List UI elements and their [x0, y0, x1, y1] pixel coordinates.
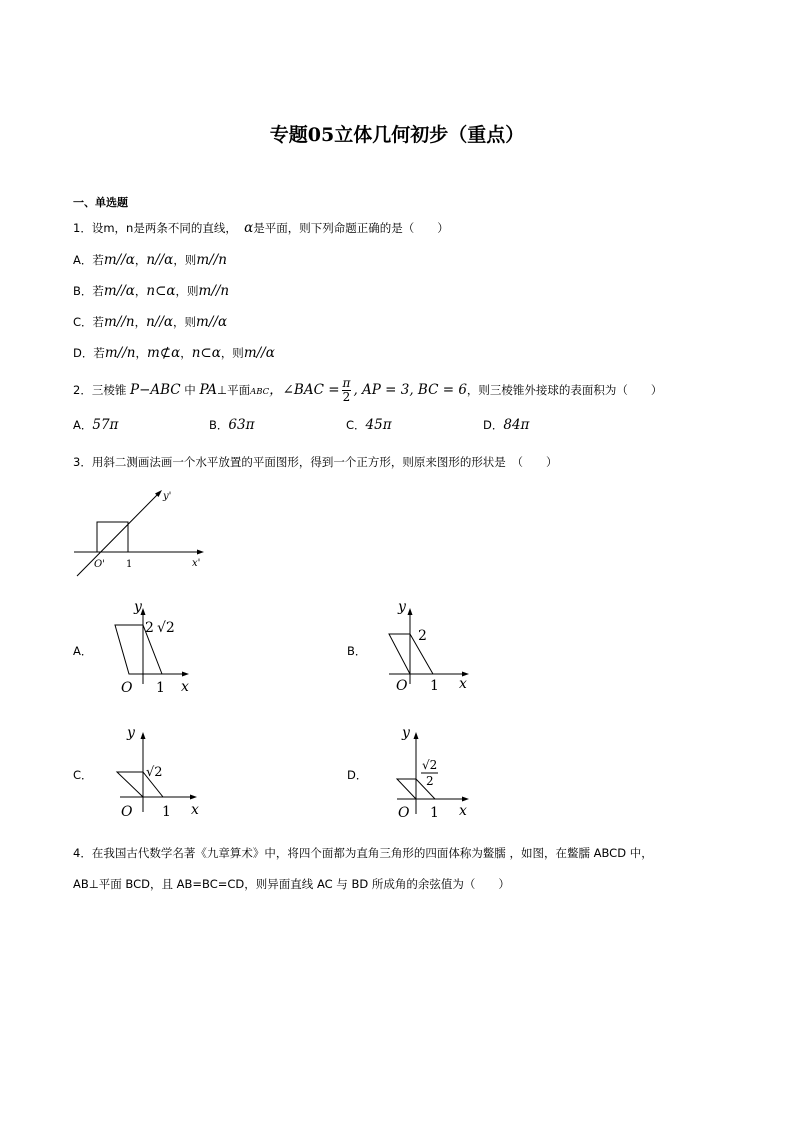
- x-axis-arrow-icon: [197, 550, 204, 555]
- question-text: ，则三棱锥外接球的表面积为（ ）: [466, 383, 663, 397]
- q3-option-a-figure: [105, 598, 200, 696]
- question-4-line-1: 4．在我国古代数学名著《九章算术》中，将四个面都为直角三角形的四面体称为鳖臑 ，如图，在鳖臑 ABCD 中，: [73, 846, 653, 860]
- x-axis-label: x: [181, 679, 189, 695]
- q3-option-a-label: A．: [73, 644, 93, 658]
- origin-label: O': [94, 559, 105, 570]
- math-expr: m//α: [196, 314, 228, 330]
- y-axis-label: y: [134, 599, 142, 615]
- tick-label-one: 1: [430, 805, 439, 821]
- separator: ，则: [220, 346, 244, 360]
- tick-label-one: 1: [126, 559, 133, 570]
- origin-label: O: [121, 680, 133, 696]
- q3-option-c-label: C．: [73, 768, 93, 782]
- page-title: 专题05立体几何初步（重点）: [269, 124, 525, 146]
- y-axis-arrow-icon: [141, 732, 146, 739]
- option-label: B．: [209, 418, 229, 432]
- option-label: A．若: [73, 253, 104, 267]
- math-expr: ，∠BAC =: [269, 382, 340, 398]
- math-expr: m//α: [243, 345, 275, 361]
- separator: ，则: [173, 253, 197, 267]
- q1-option-c: [73, 315, 227, 329]
- y-axis-label: y: [398, 599, 406, 615]
- annotation-value: 2: [145, 620, 154, 636]
- x-axis-arrow-icon: [182, 672, 189, 677]
- math-expr: n⊂α: [146, 283, 176, 299]
- option-label: D．: [483, 418, 504, 432]
- y-axis-label: y': [163, 491, 172, 502]
- x-axis-label: x: [191, 802, 199, 818]
- q2-option-c: [346, 418, 392, 432]
- question-number: 1．: [73, 221, 92, 235]
- math-expr: ABC: [250, 387, 270, 397]
- annotation-value: √2: [146, 765, 163, 780]
- question-text: 中: [184, 383, 196, 397]
- fraction-denominator: 2: [426, 774, 434, 788]
- y-axis-label: y: [402, 725, 410, 741]
- option-label: B．若: [73, 284, 104, 298]
- x-axis-arrow-icon: [190, 795, 197, 800]
- x-axis-label: x: [459, 676, 467, 692]
- math-expr: P−ABC: [129, 382, 181, 398]
- q1-option-b: [73, 284, 229, 298]
- option-label: C．: [346, 418, 366, 432]
- math-expr: m//n: [104, 345, 136, 361]
- q3-option-b-figure: [380, 598, 475, 696]
- q3-option-b-label: B．: [347, 644, 367, 658]
- math-expr: m⊄α: [146, 345, 181, 361]
- question-4-line-2: AB⊥平面 BCD，且 AB=BC=CD，则异面直线 AC 与 BD 所成角的余弦值为（ ）: [73, 877, 510, 891]
- tick-label-one: 1: [156, 680, 165, 696]
- option-value: 63π: [228, 417, 255, 433]
- math-expr: , AP = 3, BC = 6: [353, 382, 467, 398]
- q2-option-b: [209, 418, 254, 432]
- fraction-numerator: π: [342, 376, 351, 390]
- parallelogram-shape: [115, 625, 162, 674]
- math-expr: m//n: [104, 314, 135, 330]
- question-text: ⊥平面: [217, 383, 251, 397]
- q2-option-a: [73, 418, 118, 432]
- tick-label-one: 1: [430, 678, 439, 694]
- x-axis-label: x': [192, 558, 201, 569]
- question-text: 三棱锥: [91, 383, 127, 397]
- origin-label: O: [121, 804, 133, 820]
- y-axis: [77, 493, 159, 576]
- x-axis-arrow-icon: [462, 797, 469, 802]
- alpha-symbol: α: [244, 220, 254, 236]
- option-value: 45π: [365, 417, 392, 433]
- option-label: A．: [73, 418, 93, 432]
- q3-option-d-label: D．: [347, 768, 368, 782]
- q2-option-d: [483, 418, 529, 432]
- separator: ，: [134, 284, 147, 298]
- square-shape: [97, 522, 128, 552]
- separator: ，: [135, 346, 147, 360]
- fraction-numerator: √2: [422, 758, 438, 772]
- math-expr: m//n: [198, 283, 230, 299]
- fraction: [342, 377, 352, 404]
- origin-label: O: [396, 678, 408, 694]
- math-expr: m//n: [196, 252, 227, 268]
- section-heading: 一、单选题: [73, 196, 128, 209]
- q1-option-a: [73, 253, 227, 267]
- math-expr: PA: [199, 382, 218, 398]
- question-number: 2．: [73, 383, 92, 397]
- separator: ，则: [173, 315, 197, 329]
- question-3-stem: 3．用斜二测画法画一个水平放置的平面图形，得到一个正方形，则原来图形的形状是 （ ）: [73, 455, 558, 469]
- math-expr: n//α: [146, 314, 174, 330]
- math-expr: m//α: [103, 252, 135, 268]
- math-expr: n//α: [146, 252, 174, 268]
- math-expr: m//α: [103, 283, 135, 299]
- q1-option-d: [73, 346, 275, 360]
- separator: ，: [134, 315, 147, 329]
- oblique-drawing-figure: [70, 485, 210, 580]
- question-2-stem: [73, 376, 662, 404]
- option-label: C．若: [73, 315, 105, 329]
- origin-label: O: [398, 805, 410, 821]
- tick-label-one: 1: [162, 804, 171, 820]
- q3-option-d-figure: [380, 722, 475, 822]
- fraction-denominator: 2: [342, 390, 351, 404]
- annotation-value: 2: [418, 628, 427, 644]
- y-axis-label: y: [127, 725, 135, 741]
- option-value: 84π: [503, 417, 530, 433]
- separator: ，则: [175, 284, 199, 298]
- math-expr: n⊂α: [191, 345, 221, 361]
- separator: ，: [134, 253, 147, 267]
- question-1-stem: [73, 221, 449, 235]
- y-axis-arrow-icon: [408, 608, 413, 615]
- option-label: D．若: [73, 346, 105, 360]
- y-axis-arrow-icon: [414, 732, 419, 739]
- q3-option-c-figure: [105, 722, 215, 822]
- x-axis-label: x: [459, 803, 467, 819]
- separator: ，: [180, 346, 192, 360]
- question-text: 是平面，则下列命题正确的是（ ）: [253, 221, 449, 235]
- question-text: 设m，n是两条不同的直线，: [91, 221, 237, 235]
- option-value: 57π: [92, 417, 119, 433]
- annotation-value: √2: [157, 620, 175, 636]
